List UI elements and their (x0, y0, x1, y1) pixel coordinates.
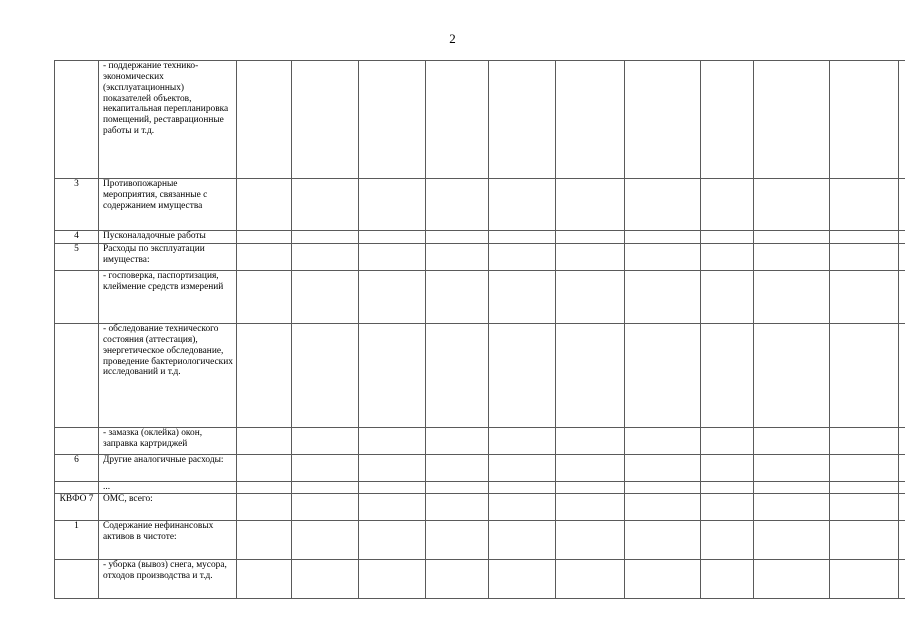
empty-value-cell (899, 494, 905, 521)
empty-value-cell (701, 428, 754, 455)
row-number-cell: 1 (55, 521, 99, 560)
empty-value-cell (556, 179, 625, 231)
empty-value-cell (426, 231, 489, 244)
empty-value-cell (489, 244, 556, 271)
empty-value-cell (292, 428, 359, 455)
table-row (55, 61, 905, 179)
empty-value-cell (701, 560, 754, 599)
empty-value-cell (489, 271, 556, 324)
empty-value-cell (292, 521, 359, 560)
empty-value-cell (899, 455, 905, 482)
empty-value-cell (426, 244, 489, 271)
empty-value-cell (292, 244, 359, 271)
empty-value-cell (625, 61, 701, 179)
empty-value-cell (237, 560, 292, 599)
empty-value-cell (556, 244, 625, 271)
empty-value-cell (237, 482, 292, 494)
empty-value-cell (754, 455, 830, 482)
empty-value-cell (830, 179, 899, 231)
row-name-cell: Содержание нефинансовых активов в чистоте: (99, 521, 237, 560)
empty-value-cell (292, 61, 359, 179)
empty-value-cell (754, 324, 830, 428)
table-row (55, 231, 905, 244)
empty-value-cell (489, 455, 556, 482)
row-number-cell (55, 482, 99, 494)
empty-value-cell (899, 428, 905, 455)
empty-value-cell (754, 179, 830, 231)
empty-value-cell (830, 271, 899, 324)
empty-value-cell (359, 482, 426, 494)
empty-value-cell (899, 560, 905, 599)
empty-value-cell (754, 560, 830, 599)
empty-value-cell (830, 324, 899, 428)
empty-value-cell (556, 428, 625, 455)
empty-value-cell (359, 494, 426, 521)
empty-value-cell (899, 482, 905, 494)
row-number-cell: 5 (55, 244, 99, 271)
empty-value-cell (754, 494, 830, 521)
empty-value-cell (359, 324, 426, 428)
empty-value-cell (426, 494, 489, 521)
page-number: 2 (449, 31, 456, 46)
empty-value-cell (426, 560, 489, 599)
table-row (55, 271, 905, 324)
empty-value-cell (556, 482, 625, 494)
empty-value-cell (556, 494, 625, 521)
empty-value-cell (625, 271, 701, 324)
empty-value-cell (426, 455, 489, 482)
empty-value-cell (899, 61, 905, 179)
row-name-cell: - госповерка, паспортизация, клеймение средств измерений (99, 271, 237, 324)
row-name-cell: Противопожарные мероприятия, связанные с содержанием имущества (99, 179, 237, 231)
empty-value-cell (701, 61, 754, 179)
empty-value-cell (701, 521, 754, 560)
empty-value-cell (830, 494, 899, 521)
empty-value-cell (489, 521, 556, 560)
empty-value-cell (359, 231, 426, 244)
empty-value-cell (292, 455, 359, 482)
empty-value-cell (237, 455, 292, 482)
empty-value-cell (754, 244, 830, 271)
empty-value-cell (489, 494, 556, 521)
row-number-cell (55, 271, 99, 324)
empty-value-cell (489, 482, 556, 494)
budget-table (54, 60, 905, 599)
empty-value-cell (625, 428, 701, 455)
table-row (55, 324, 905, 428)
empty-value-cell (556, 61, 625, 179)
empty-value-cell (830, 560, 899, 599)
empty-value-cell (754, 521, 830, 560)
table-row (55, 560, 905, 599)
empty-value-cell (625, 521, 701, 560)
row-number-cell: 6 (55, 455, 99, 482)
empty-value-cell (237, 271, 292, 324)
table-row (55, 455, 905, 482)
empty-value-cell (625, 494, 701, 521)
empty-value-cell (701, 494, 754, 521)
empty-value-cell (292, 560, 359, 599)
empty-value-cell (359, 428, 426, 455)
empty-value-cell (899, 521, 905, 560)
empty-value-cell (292, 231, 359, 244)
table-row (55, 428, 905, 455)
empty-value-cell (830, 231, 899, 244)
empty-value-cell (426, 428, 489, 455)
empty-value-cell (556, 560, 625, 599)
empty-value-cell (237, 61, 292, 179)
row-name-cell: Расходы по эксплуатации имущества: (99, 244, 237, 271)
row-name-cell: - уборка (вывоз) снега, мусора, отходов производства и т.д. (99, 560, 237, 599)
empty-value-cell (899, 179, 905, 231)
empty-value-cell (701, 179, 754, 231)
empty-value-cell (701, 231, 754, 244)
row-number-cell (55, 324, 99, 428)
empty-value-cell (359, 271, 426, 324)
empty-value-cell (754, 231, 830, 244)
empty-value-cell (556, 455, 625, 482)
empty-value-cell (426, 482, 489, 494)
empty-value-cell (899, 231, 905, 244)
row-name-cell: ОМС, всего: (99, 494, 237, 521)
empty-value-cell (359, 560, 426, 599)
empty-value-cell (701, 482, 754, 494)
empty-value-cell (754, 428, 830, 455)
row-name-cell: Пусконаладочные работы (99, 231, 237, 244)
empty-value-cell (625, 560, 701, 599)
row-number-cell (55, 560, 99, 599)
row-number-cell: 4 (55, 231, 99, 244)
empty-value-cell (489, 324, 556, 428)
empty-value-cell (237, 428, 292, 455)
empty-value-cell (489, 179, 556, 231)
empty-value-cell (292, 179, 359, 231)
empty-value-cell (426, 179, 489, 231)
empty-value-cell (489, 428, 556, 455)
table-row (55, 494, 905, 521)
row-name-cell: - замазка (оклейка) окон, заправка картриджей (99, 428, 237, 455)
empty-value-cell (359, 455, 426, 482)
empty-value-cell (830, 482, 899, 494)
empty-value-cell (292, 324, 359, 428)
row-name-cell: - поддержание технико-экономических (эксплуатационных) показателей объектов, некапитальная перепланировка помещений, реставрационные работы и т.д. (99, 61, 237, 179)
row-name-cell: ... (99, 482, 237, 494)
empty-value-cell (237, 324, 292, 428)
empty-value-cell (625, 455, 701, 482)
empty-value-cell (556, 271, 625, 324)
table-row (55, 244, 905, 271)
empty-value-cell (359, 244, 426, 271)
empty-value-cell (625, 231, 701, 244)
empty-value-cell (489, 560, 556, 599)
empty-value-cell (426, 61, 489, 179)
row-number-cell: КВФО 7 (55, 494, 99, 521)
empty-value-cell (899, 271, 905, 324)
table-row (55, 179, 905, 231)
empty-value-cell (426, 324, 489, 428)
empty-value-cell (489, 231, 556, 244)
empty-value-cell (754, 61, 830, 179)
empty-value-cell (625, 324, 701, 428)
empty-value-cell (701, 271, 754, 324)
empty-value-cell (625, 179, 701, 231)
empty-value-cell (292, 482, 359, 494)
empty-value-cell (237, 231, 292, 244)
empty-value-cell (830, 455, 899, 482)
empty-value-cell (237, 494, 292, 521)
empty-value-cell (426, 271, 489, 324)
empty-value-cell (754, 482, 830, 494)
row-number-cell: 3 (55, 179, 99, 231)
empty-value-cell (899, 244, 905, 271)
empty-value-cell (830, 521, 899, 560)
row-number-cell (55, 428, 99, 455)
empty-value-cell (830, 244, 899, 271)
empty-value-cell (426, 521, 489, 560)
row-number-cell (55, 61, 99, 179)
empty-value-cell (292, 494, 359, 521)
empty-value-cell (701, 455, 754, 482)
row-name-cell: - обследование технического состояния (аттестация), энергетическое обследование, проведение бактериологических исследований и т.д. (99, 324, 237, 428)
empty-value-cell (359, 61, 426, 179)
empty-value-cell (237, 521, 292, 560)
empty-value-cell (489, 61, 556, 179)
empty-value-cell (237, 179, 292, 231)
empty-value-cell (625, 482, 701, 494)
empty-value-cell (701, 324, 754, 428)
empty-value-cell (556, 231, 625, 244)
empty-value-cell (899, 324, 905, 428)
empty-value-cell (830, 428, 899, 455)
table-row (55, 521, 905, 560)
empty-value-cell (237, 244, 292, 271)
empty-value-cell (556, 324, 625, 428)
empty-value-cell (830, 61, 899, 179)
table-row (55, 482, 905, 494)
row-name-cell: Другие аналогичные расходы: (99, 455, 237, 482)
empty-value-cell (754, 271, 830, 324)
empty-value-cell (625, 244, 701, 271)
empty-value-cell (701, 244, 754, 271)
empty-value-cell (292, 271, 359, 324)
empty-value-cell (556, 521, 625, 560)
empty-value-cell (359, 179, 426, 231)
empty-value-cell (359, 521, 426, 560)
